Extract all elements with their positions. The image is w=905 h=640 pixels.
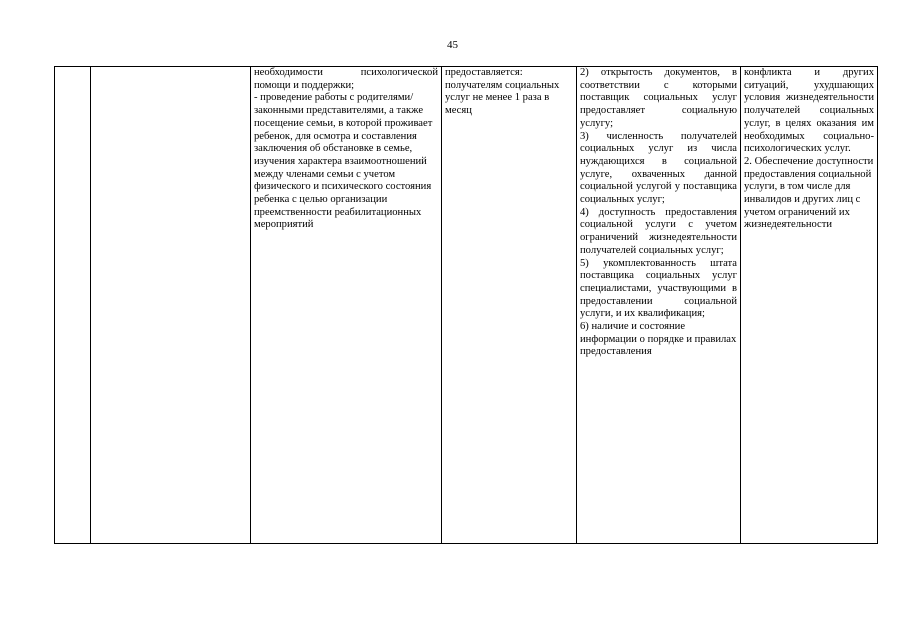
cell-paragraph: 2) открытость документов, в соответствии с которыми поставщик социальных услуг предоставляет социальную услугу;	[580, 67, 737, 129]
col-conditions-cell	[741, 67, 878, 544]
cell-paragraph: 4) доступность предоставления социальной услуги с учетом ограничений жизнедеятельности получателей социальных услуг;	[580, 206, 737, 256]
col-description-cell	[251, 67, 442, 544]
col-quality-indicators-cell	[577, 67, 741, 544]
cell-paragraph: предоставляется: получателям социальных услуг не менее 1 раза в месяц	[445, 67, 560, 117]
cell-paragraph: 6) наличие и состояние информации о порядке и правилах предоставления	[580, 321, 737, 358]
cell-paragraph: необходимости психологической помощи и поддержки;	[254, 67, 438, 91]
page-number: 45	[447, 39, 458, 51]
cell-paragraph: 5) укомплектованность штата поставщика социальных услуг специалистами, участвующими в предоставлении социальной услуги, и их квалификация;	[580, 257, 737, 320]
services-table	[54, 66, 878, 544]
col-index-cell	[55, 67, 91, 544]
cell-paragraph: 3) численность получателей социальных услуг из числа нуждающихся в социальной услуге, охваченных данной социальной услугой у поставщика социальных услуг;	[580, 130, 737, 206]
table-row	[55, 67, 878, 544]
col-frequency-cell	[442, 67, 577, 544]
cell-paragraph: конфликта и других ситуаций, ухудшающих условия жизнедеятельности получателей социальных услуг, в целях оказания им необходимых социально-психологических услуг.	[744, 67, 874, 155]
cell-paragraph: 2. Обеспечение доступности предоставления социальной услуги, в том числе для инвалидов и других лиц с учетом ограничений их жизнедеятельности	[744, 155, 874, 231]
cell-paragraph: - проведение работы с родителями/законными представителями, а также посещение семьи, в которой проживает ребенок, для осмотра и составления заключения об обстановке в семье, изучения характера взаимоотношений между членами семьи с учетом физического и психического состояния ребенка с целью организации преемственности реабилитационных мероприятий	[254, 92, 433, 231]
col-service-name-cell	[91, 67, 251, 544]
